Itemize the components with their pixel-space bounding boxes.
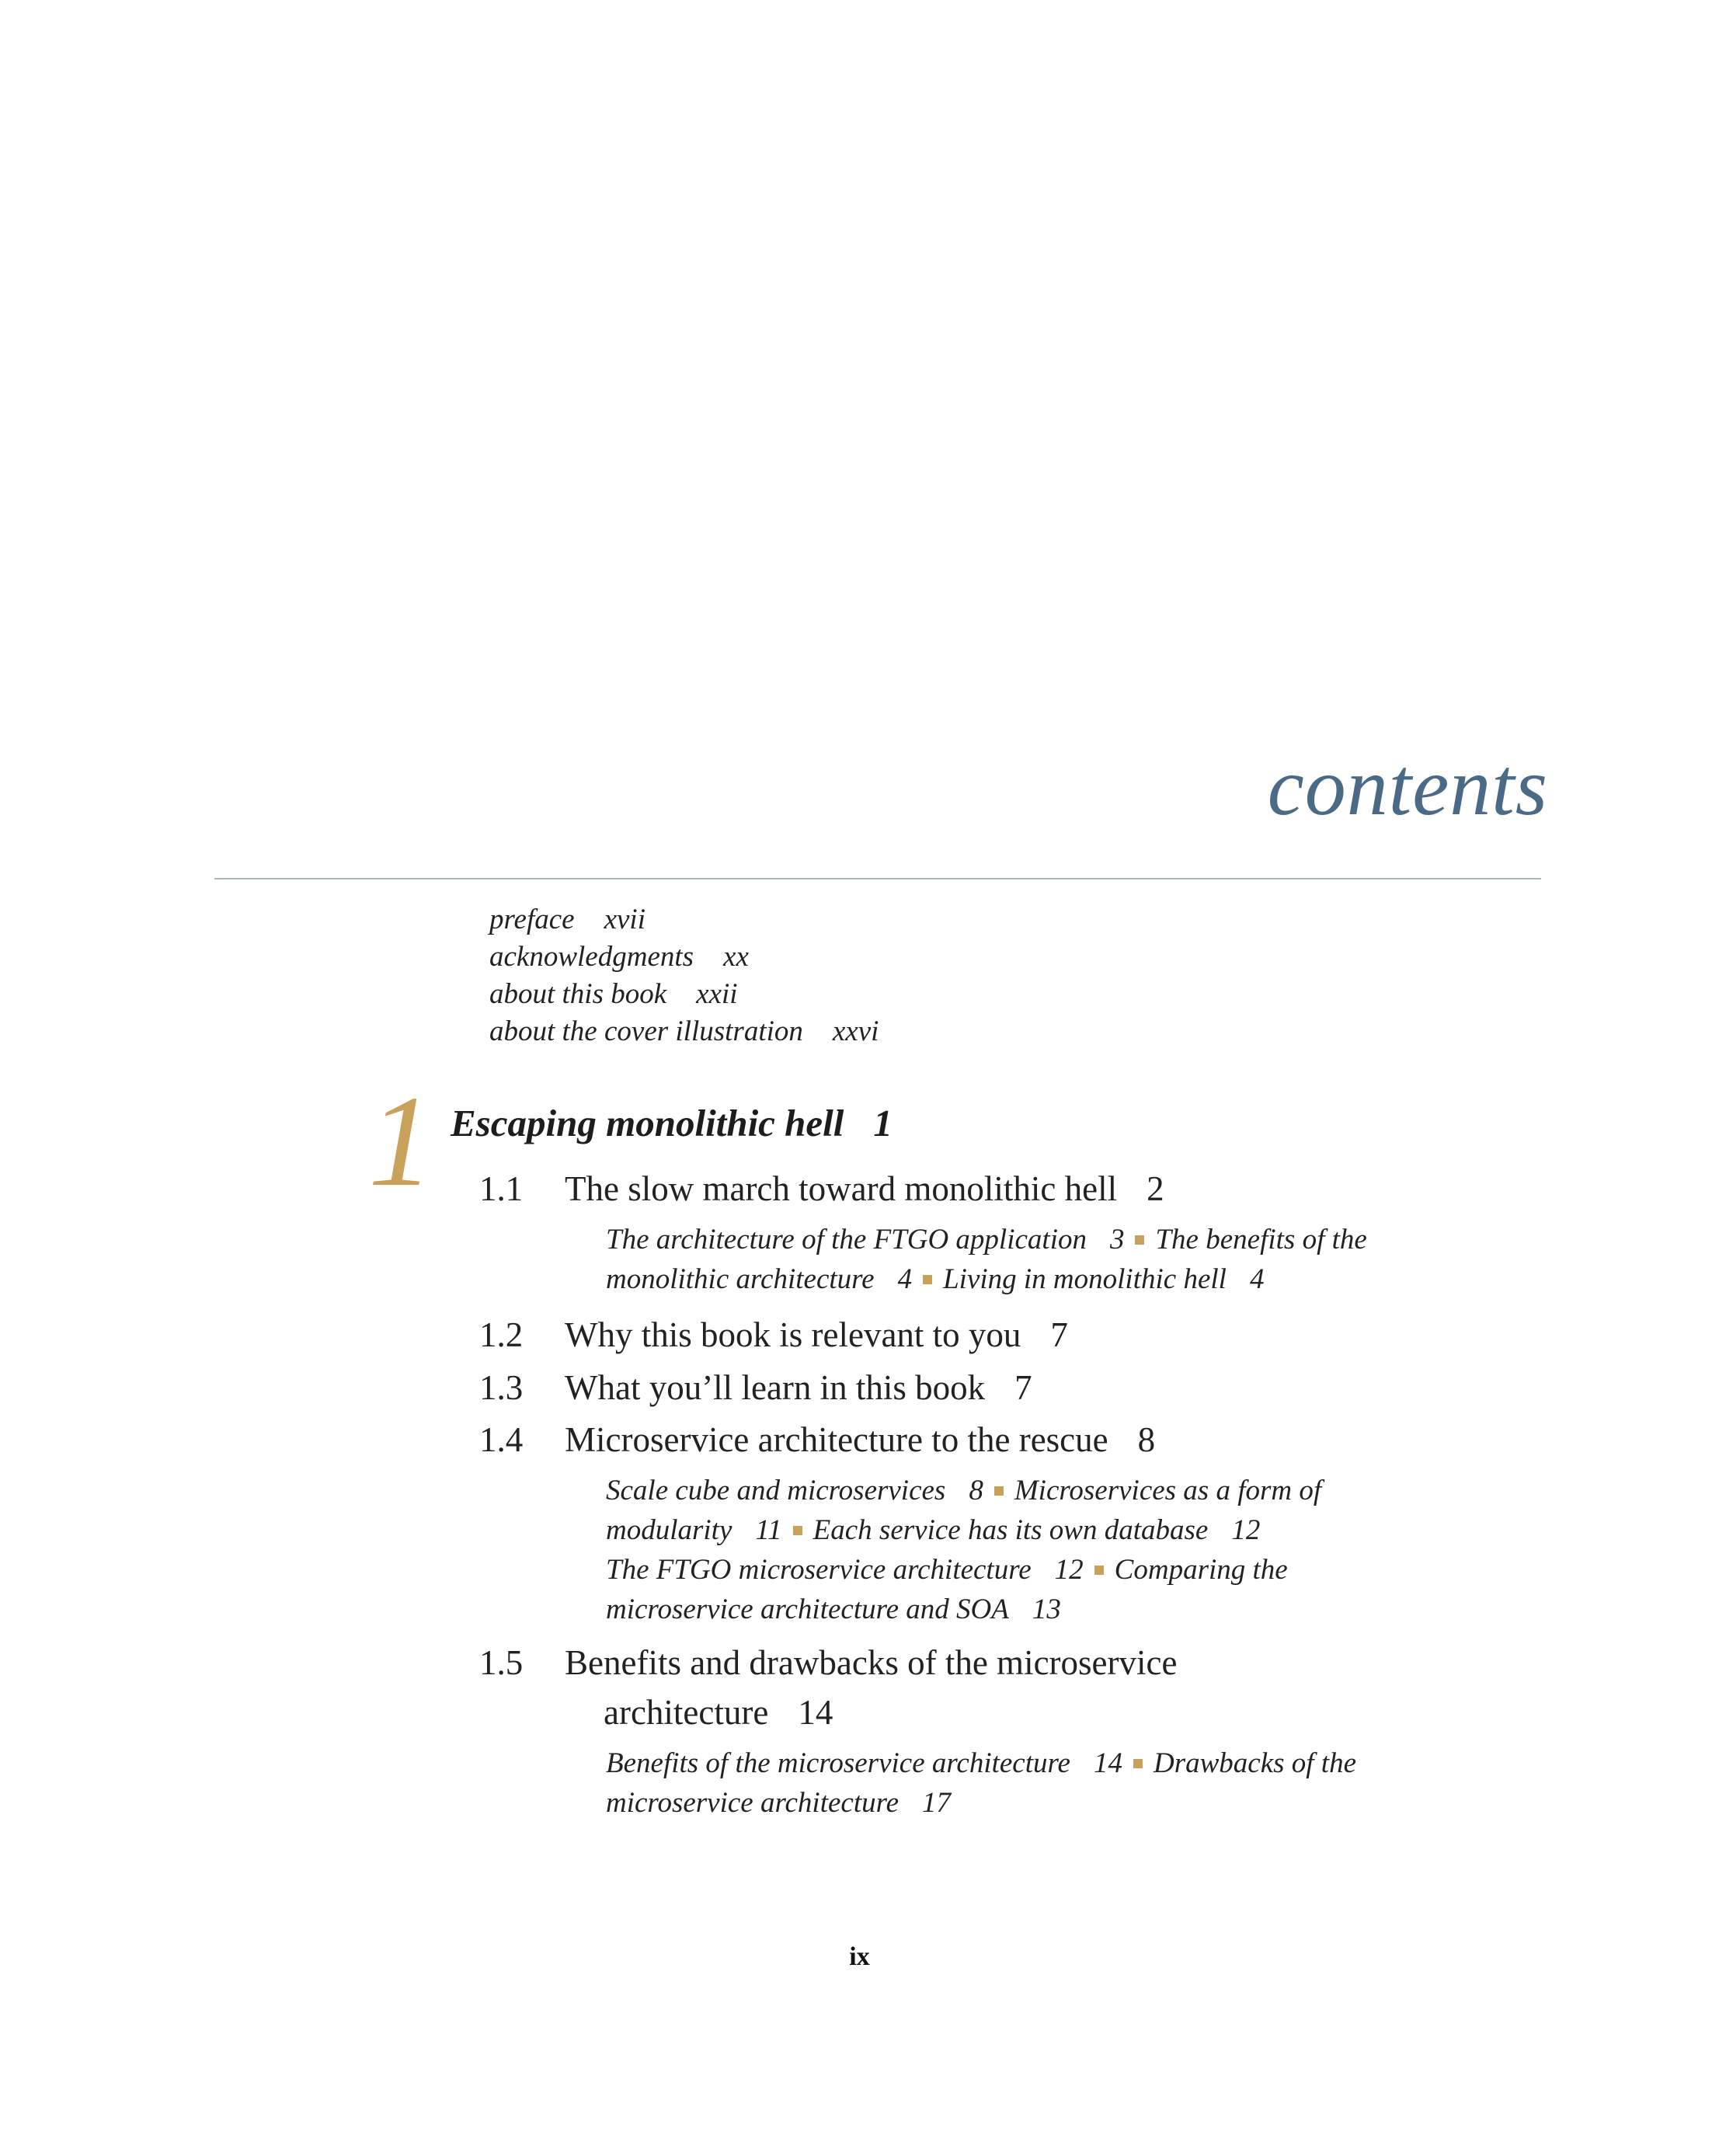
subsection-line bbox=[606, 1550, 1474, 1590]
bullet-separator bbox=[1133, 1759, 1143, 1768]
entry-page: xxii bbox=[696, 978, 738, 1010]
toc-section-1-3 bbox=[479, 1363, 1474, 1412]
subsection-title[interactable]: Living in monolithic hell bbox=[943, 1263, 1227, 1295]
front-matter-list bbox=[489, 901, 879, 1050]
section-title-cont: architecture bbox=[604, 1693, 769, 1732]
entry-label: preface bbox=[489, 904, 575, 935]
subsection-page: 3 bbox=[1109, 1224, 1125, 1256]
subsection-list bbox=[479, 1471, 1474, 1629]
bullet-separator bbox=[1094, 1566, 1104, 1575]
toc-entry-about-this-book[interactable] bbox=[489, 976, 879, 1013]
section-heading[interactable] bbox=[479, 1415, 1474, 1465]
subsection-title[interactable]: The architecture of the FTGO application bbox=[606, 1224, 1087, 1256]
entry-page: xvii bbox=[604, 904, 645, 935]
toc-section-1-1 bbox=[479, 1164, 1474, 1299]
subsection-title[interactable]: Benefits of the microservice architecture bbox=[606, 1747, 1070, 1779]
section-title: What you’ll learn in this book bbox=[565, 1368, 986, 1407]
bullet-separator bbox=[1135, 1235, 1144, 1245]
subsection-title[interactable]: The FTGO microservice architecture bbox=[606, 1554, 1032, 1586]
toc-entry-preface[interactable] bbox=[489, 901, 879, 939]
toc-section-1-5 bbox=[479, 1638, 1474, 1823]
bullet-separator bbox=[923, 1275, 932, 1284]
section-title: The slow march toward monolithic hell bbox=[565, 1169, 1118, 1208]
section-heading-continued[interactable] bbox=[479, 1688, 1474, 1737]
subsection-page: 17 bbox=[922, 1787, 952, 1819]
section-number: 1.1 bbox=[479, 1169, 524, 1208]
subsection-line bbox=[606, 1259, 1474, 1299]
chapter-title[interactable] bbox=[451, 1100, 893, 1147]
section-number: 1.4 bbox=[479, 1420, 524, 1459]
subsection-page: 4 bbox=[1249, 1263, 1265, 1295]
subsection-title[interactable]: Comparing the bbox=[1114, 1554, 1288, 1586]
entry-label: about the cover illustration bbox=[489, 1015, 803, 1047]
section-page: 8 bbox=[1137, 1420, 1156, 1459]
section-page: 7 bbox=[1050, 1315, 1068, 1354]
section-heading[interactable] bbox=[479, 1310, 1474, 1360]
subsection-line bbox=[606, 1220, 1474, 1259]
entry-label: about this book bbox=[489, 978, 667, 1010]
section-heading[interactable] bbox=[479, 1638, 1474, 1688]
title-divider bbox=[214, 878, 1541, 879]
subsection-line bbox=[606, 1590, 1474, 1629]
bullet-separator bbox=[994, 1486, 1004, 1496]
section-title: Microservice architecture to the rescue bbox=[565, 1420, 1108, 1459]
subsection-line bbox=[606, 1783, 1474, 1823]
subsection-page: 13 bbox=[1032, 1593, 1061, 1625]
subsection-title[interactable]: microservice architecture and SOA bbox=[606, 1593, 1009, 1625]
toc-entry-about-cover[interactable] bbox=[489, 1013, 879, 1050]
subsection-title[interactable]: Scale cube and microservices bbox=[606, 1475, 946, 1506]
subsection-page: 8 bbox=[969, 1475, 983, 1506]
subsection-page: 12 bbox=[1054, 1554, 1084, 1586]
entry-label: acknowledgments bbox=[489, 941, 694, 973]
section-heading[interactable] bbox=[479, 1363, 1474, 1412]
subsection-line bbox=[606, 1510, 1474, 1550]
subsection-list bbox=[479, 1743, 1474, 1823]
section-number: 1.5 bbox=[479, 1643, 524, 1682]
page-title: contents bbox=[1267, 741, 1548, 832]
subsection-page: 4 bbox=[897, 1263, 913, 1295]
subsection-line bbox=[606, 1743, 1474, 1783]
subsection-title[interactable]: Each service has its own database bbox=[813, 1514, 1209, 1546]
subsection-page: 12 bbox=[1231, 1514, 1261, 1546]
subsection-title[interactable]: microservice architecture bbox=[606, 1787, 900, 1819]
entry-page: xxvi bbox=[832, 1015, 879, 1047]
subsection-title[interactable]: monolithic architecture bbox=[606, 1263, 875, 1295]
section-title: Why this book is relevant to you bbox=[565, 1315, 1021, 1354]
section-page: 2 bbox=[1147, 1169, 1164, 1208]
toc-section-1-2 bbox=[479, 1310, 1474, 1360]
section-heading[interactable] bbox=[479, 1164, 1474, 1214]
subsection-title[interactable]: The benefits of the bbox=[1155, 1224, 1367, 1256]
section-page: 7 bbox=[1014, 1368, 1032, 1407]
section-number: 1.3 bbox=[479, 1368, 524, 1407]
subsection-list bbox=[479, 1220, 1474, 1299]
bullet-separator bbox=[793, 1526, 802, 1535]
subsection-title[interactable]: modularity bbox=[606, 1514, 732, 1546]
chapter-page: 1 bbox=[873, 1102, 893, 1144]
chapter-number: 1 bbox=[368, 1069, 433, 1214]
page-number: ix bbox=[849, 1942, 870, 1971]
subsection-page: 14 bbox=[1093, 1747, 1122, 1779]
section-page: 14 bbox=[798, 1693, 833, 1732]
toc-entry-acknowledgments[interactable] bbox=[489, 939, 879, 976]
section-number: 1.2 bbox=[479, 1315, 524, 1354]
toc-section-1-4 bbox=[479, 1415, 1474, 1629]
subsection-title[interactable]: Microservices as a form of bbox=[1014, 1475, 1322, 1506]
subsection-title[interactable]: Drawbacks of the bbox=[1153, 1747, 1356, 1779]
chapter-title-text: Escaping monolithic hell bbox=[451, 1102, 844, 1144]
entry-page: xx bbox=[723, 941, 749, 973]
subsection-line bbox=[606, 1471, 1474, 1510]
subsection-page: 11 bbox=[755, 1514, 782, 1546]
section-title: Benefits and drawbacks of the microservice bbox=[565, 1643, 1178, 1682]
